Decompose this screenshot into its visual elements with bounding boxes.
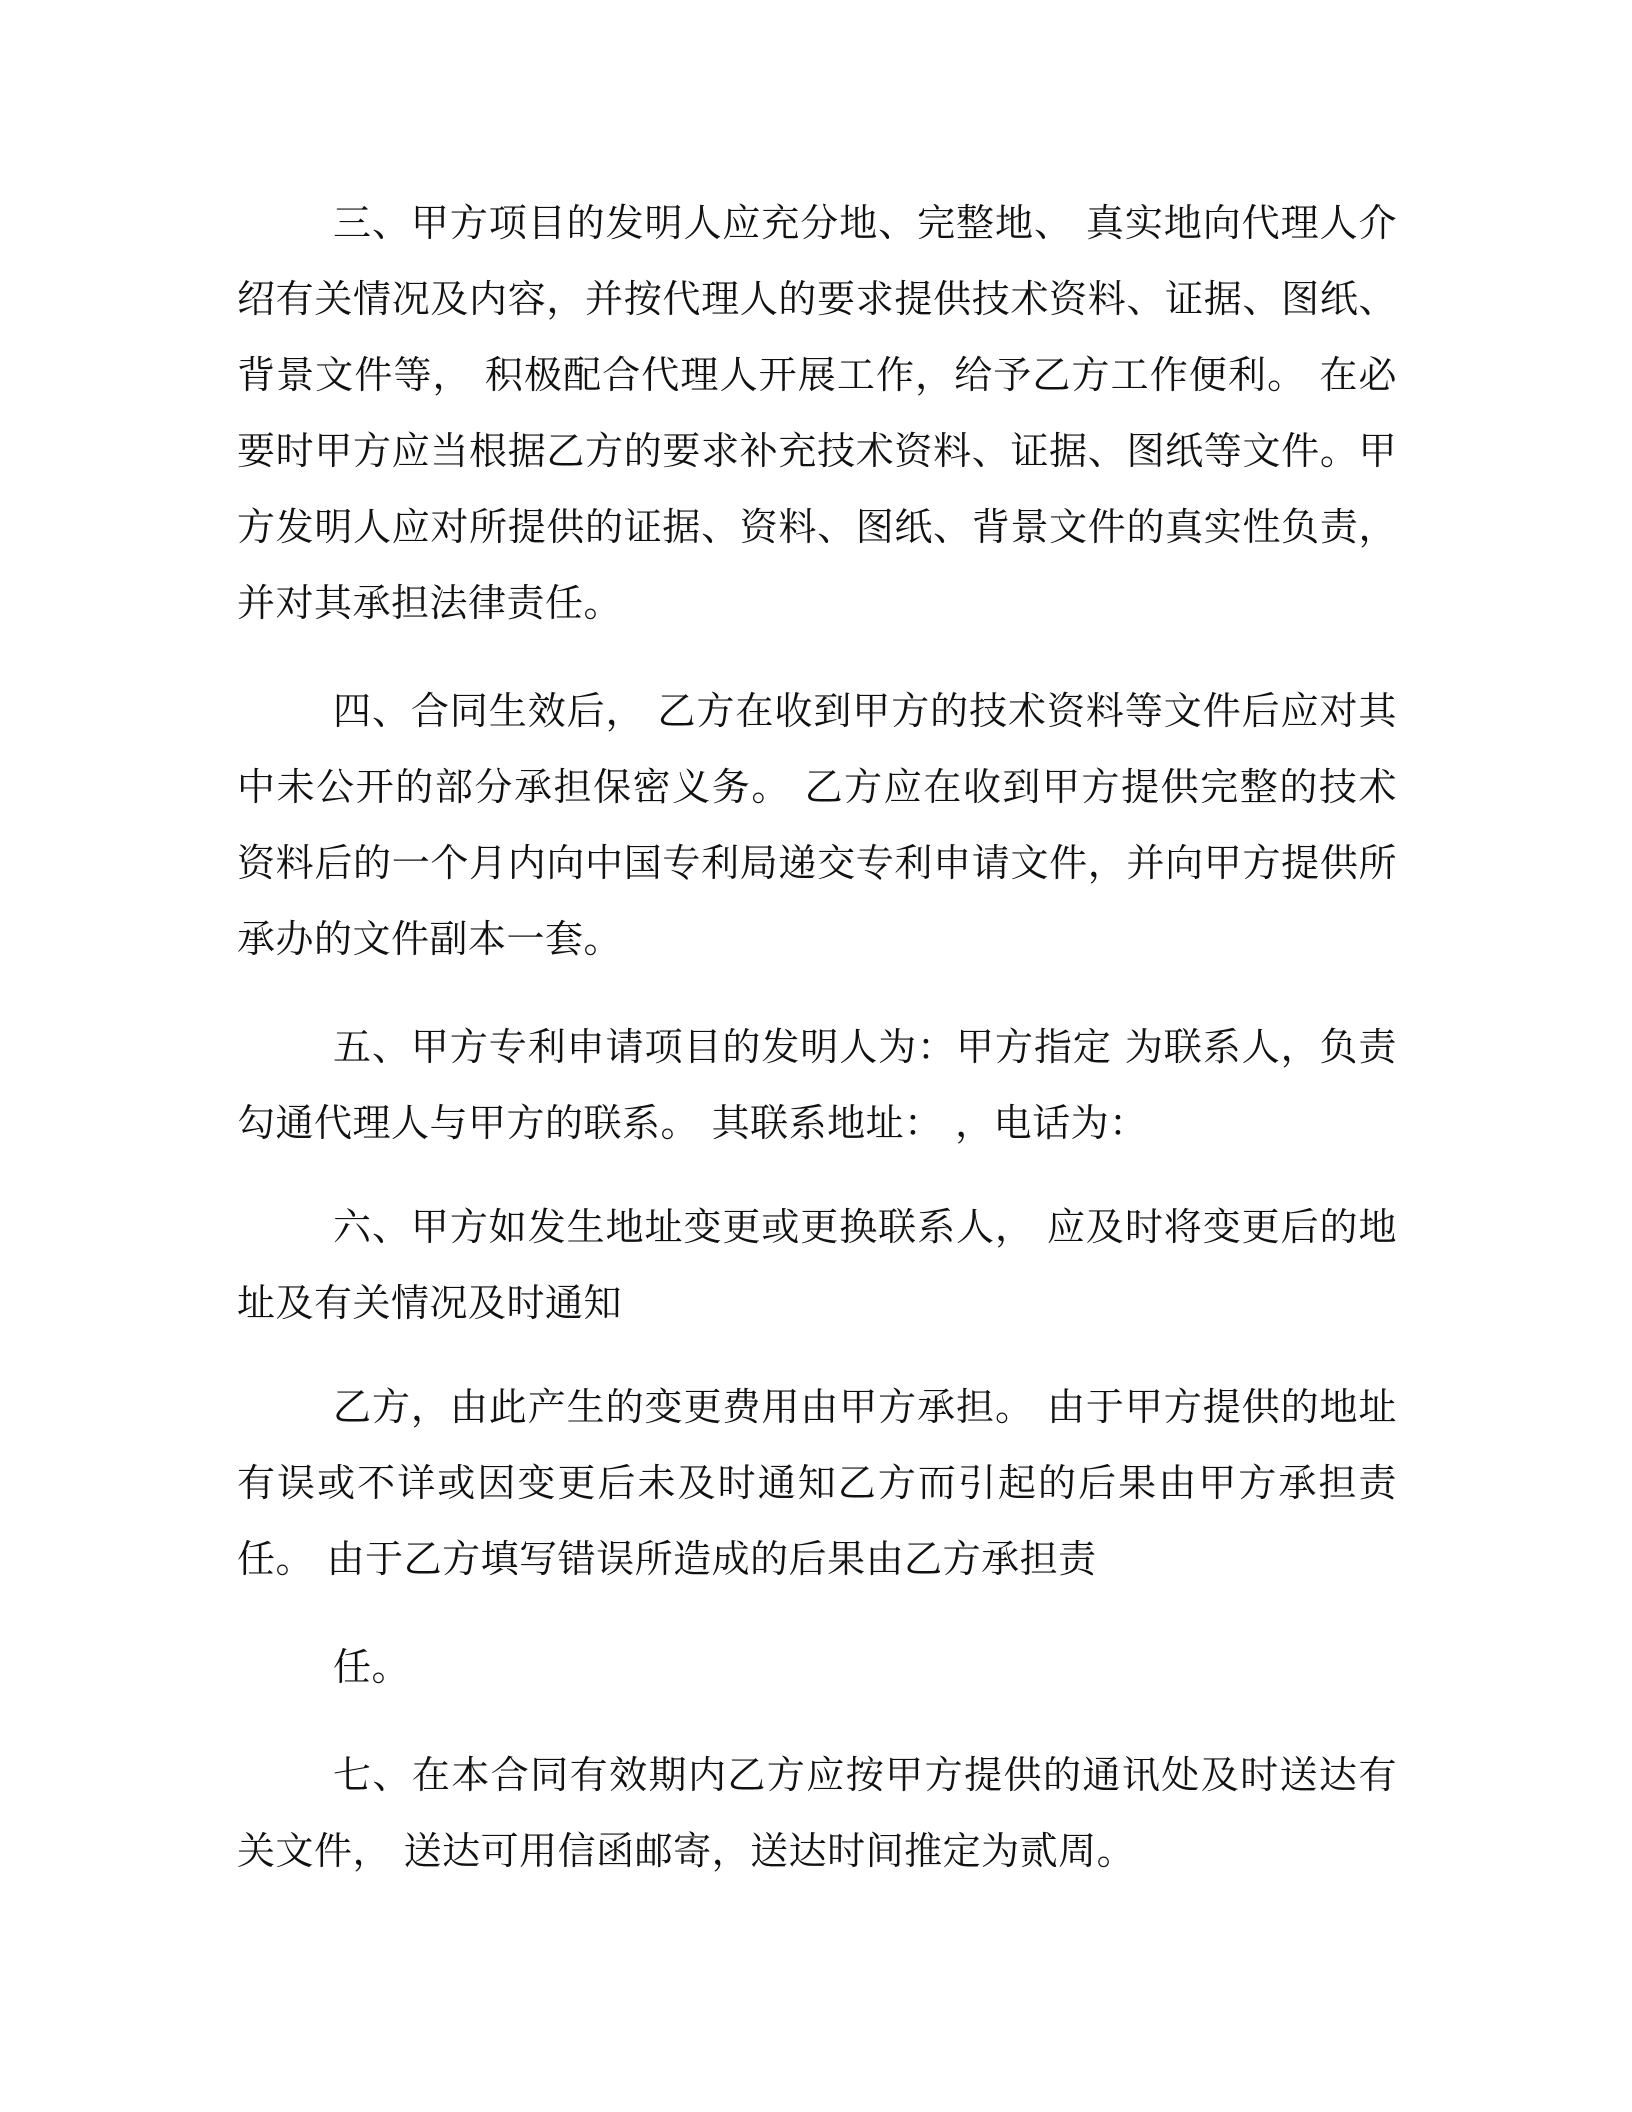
paragraph-article-5: 五、甲方专利申请项目的发明人为：甲方指定 为联系人，负责勾通代理人与甲方的联系。 其联系地址： ，电话为：	[237, 1025, 1397, 1145]
paragraph-article-6-end: 任。	[333, 1645, 411, 1689]
paragraph-article-6: 六、甲方如发生地址变更或更换联系人， 应及时将变更后的地址及有关情况及时通知	[237, 1205, 1397, 1325]
document-body	[237, 185, 1397, 1889]
paragraph-article-6-continued: 乙方，由此产生的变更费用由甲方承担。 由于甲方提供的地址有误或不详或因变更后未及时通知乙方而引起的后果由甲方承担责任。 由于乙方填写错误所造成的后果由乙方承担责	[237, 1385, 1397, 1581]
paragraph-article-7: 七、在本合同有效期内乙方应按甲方提供的通讯处及时送达有关文件， 送达可用信函邮寄，送达时间推定为贰周。	[237, 1753, 1397, 1873]
paragraph-article-4: 四、合同生效后， 乙方在收到甲方的技术资料等文件后应对其中未公开的部分承担保密义务。 乙方应在收到甲方提供完整的技术资料后的一个月内向中国专利局递交专利申请文件，并向甲方提供所承办的文件副本一套。	[237, 689, 1397, 961]
paragraph-article-3: 三、甲方项目的发明人应充分地、完整地、 真实地向代理人介绍有关情况及内容，并按代理人的要求提供技术资料、证据、图纸、背景文件等， 积极配合代理人开展工作，给予乙方工作便利。 在必要时甲方应当根据乙方的要求补充技术资料、证据、图纸等文件。甲方发明人应对所提供的证据、资料、图纸、背景文件的真实性负责， 并对其承担法律责任。	[237, 201, 1397, 625]
